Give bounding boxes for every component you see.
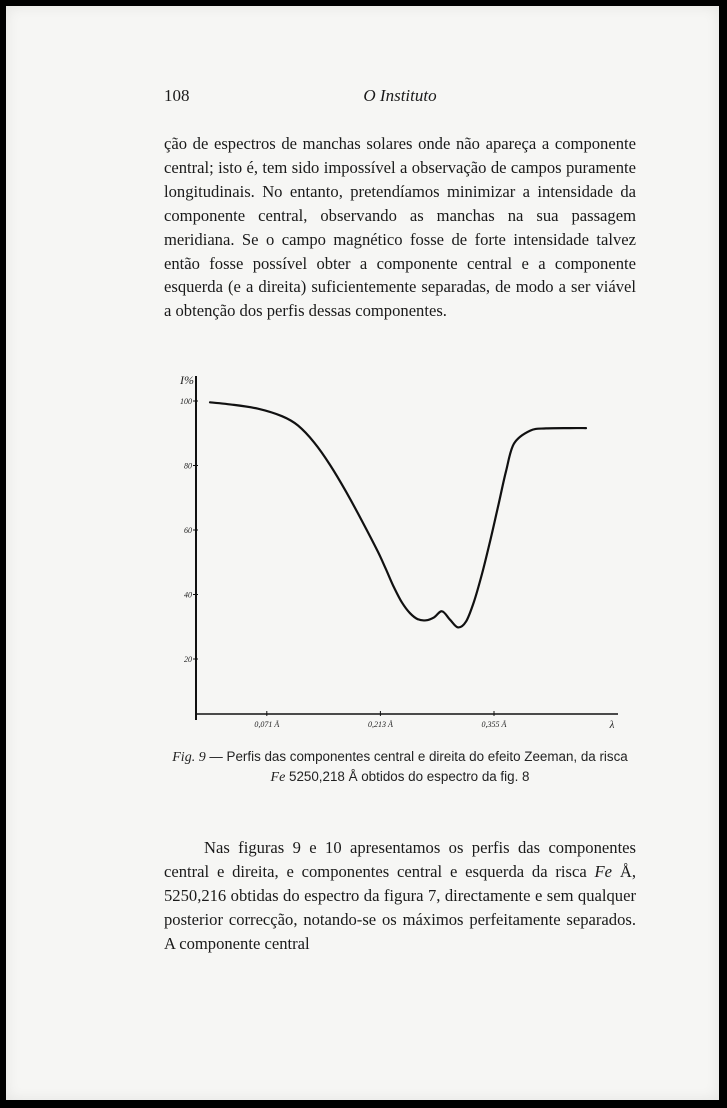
- y-tick-label: 80: [184, 461, 192, 471]
- caption-figure-label: Fig. 9: [172, 750, 206, 765]
- page-header: [164, 86, 636, 108]
- paragraph-2-part-1: Nas figuras 9 e 10 apresentamos os perfis das componentes central e direita, e componentes central e esquerda da risca: [164, 838, 636, 881]
- book-page: [6, 6, 719, 1100]
- figure-9-chart: [166, 368, 636, 740]
- x-axis-label: λ: [609, 719, 615, 731]
- caption-text-1: — Perfis das componentes central e direita do efeito Zeeman, da risca: [205, 749, 628, 764]
- x-tick-label: 0,355 Å: [481, 720, 507, 729]
- paragraph-1: ção de espectros de manchas solares onde não apareça a componente central; isto é, tem sido impossível a observação de campos puramente longitudinais. No entanto, pretendíamos minimizar a intensidade da componente central, observando as manchas na sua passagem meridiana. Se o campo magnético fosse de forte intensidade talvez então fosse possível obter a componente central e a componente esquerda (e a direita) suficientemente separadas, de modo a ser viável a obtenção dos perfis dessas componentes.: [164, 134, 636, 321]
- caption-text-2: 5250,218 Å obtidos do espectro da fig. 8: [285, 769, 530, 784]
- y-tick-label: 100: [180, 397, 192, 406]
- running-title: O Instituto: [363, 86, 437, 105]
- figure-caption: [164, 747, 636, 787]
- y-tick-label: 40: [184, 590, 192, 600]
- y-tick-label: 60: [184, 526, 192, 535]
- line-chart: [166, 368, 636, 740]
- paragraph-2-element: Fe: [594, 861, 613, 881]
- paragraph-2: [164, 836, 636, 956]
- y-tick-label: 20: [184, 655, 192, 664]
- x-tick-label: 0,071 Å: [254, 720, 280, 729]
- caption-element: Fe: [270, 770, 286, 785]
- series-line: [210, 402, 586, 627]
- page-number: 108: [164, 86, 190, 105]
- y-axis-label: I%: [180, 373, 194, 387]
- paragraph-2-part-2: Å, 5250,216 obtidas do espectro da figura 7, directamente e sem qualquer posterior correcção, notando-se os máximos perfeitamente separados. A componente central: [164, 861, 637, 953]
- x-tick-label: 0,213 Å: [367, 720, 393, 729]
